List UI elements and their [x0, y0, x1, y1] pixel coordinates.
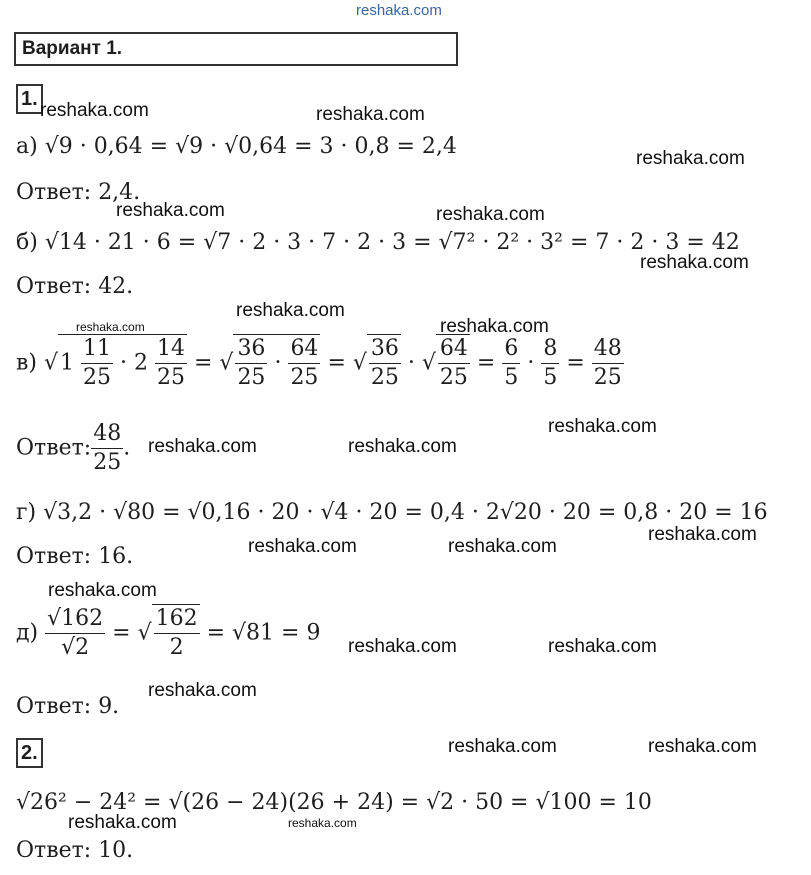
- watermark: reshaka.com: [448, 536, 557, 557]
- task1-v-expression: в) √1 $\frac{11}{25}$ · 2 $\frac{14}{25}$ = √ $\frac{36}{25}$ · $\frac{64}{25}$ = √ $\frac{36}{25}$ · √ $\frac{64}{25}$ = $\frac{6}{5}$ · $\frac{8}{5}$ = $\frac{48}{25}$: [16, 336, 622, 390]
- watermark: reshaka.com: [236, 300, 345, 321]
- fraction: $\frac{36}{25}$: [237, 336, 266, 390]
- watermark: reshaka.com: [248, 536, 357, 557]
- watermark: reshaka.com: [636, 148, 745, 169]
- variant-header: [14, 32, 458, 66]
- watermark: reshaka.com: [348, 436, 457, 457]
- task1-g-answer: Ответ: 16.: [16, 544, 134, 569]
- task-number-2: 2.: [16, 738, 43, 768]
- task1-a-expression: а) √9 · 0,64 = √9 · √0,64 = 3 · 0,8 = 2,4: [16, 134, 457, 159]
- task1-v-label: в): [16, 350, 37, 376]
- watermark: reshaka.com: [48, 580, 157, 601]
- task1-b-expression: б) √14 · 21 · 6 = √7 · 2 · 3 · 7 · 2 · 3 = √7² · 2² · 3² = 7 · 2 · 3 = 42: [16, 230, 740, 255]
- watermark: reshaka.com: [548, 636, 657, 657]
- task1-d-answer: Ответ: 9.: [16, 694, 120, 719]
- watermark: reshaka.com: [548, 416, 657, 437]
- fraction: $\frac{64}{25}$: [290, 336, 319, 390]
- watermark: reshaka.com: [648, 524, 757, 545]
- fraction: $\frac{6}{5}$: [504, 336, 519, 390]
- mixed-whole: 2: [133, 350, 148, 376]
- watermark: reshaka.com: [316, 104, 425, 125]
- task-number-1: 1.: [16, 84, 43, 114]
- fraction: $\frac{√162}{√2}$: [47, 606, 104, 660]
- fraction: $\frac{11}{25}$: [82, 336, 111, 390]
- fraction: $\frac{48}{25}$: [93, 421, 122, 475]
- fraction: $\frac{64}{25}$: [439, 336, 468, 390]
- task1-a-answer: Ответ: 2,4.: [16, 180, 141, 205]
- fraction: $\frac{162}{2}$: [155, 606, 198, 660]
- watermark: reshaka.com: [68, 812, 177, 833]
- watermark: reshaka.com: [116, 200, 225, 221]
- watermark: reshaka.com: [148, 436, 257, 457]
- watermark: reshaka.com: [440, 316, 549, 337]
- watermark-top: reshaka.com: [356, 2, 442, 19]
- watermark: reshaka.com: [448, 736, 557, 757]
- watermark: reshaka.com: [348, 636, 457, 657]
- page-title: Вариант 1.: [22, 38, 123, 59]
- fraction: $\frac{8}{5}$: [543, 336, 558, 390]
- fraction: $\frac{36}{25}$: [370, 336, 399, 390]
- task1-v-answer: Ответ: $\frac{48}{25}$ .: [16, 421, 131, 475]
- watermark: reshaka.com: [40, 100, 149, 121]
- watermark: reshaka.com: [648, 736, 757, 757]
- watermark: reshaka.com: [436, 204, 545, 225]
- task1-d-expression: д) $\frac{√162}{√2}$ = √ $\frac{162}{2}$ = √81 = 9: [16, 606, 321, 660]
- watermark: reshaka.com: [640, 252, 749, 273]
- task1-g-expression: г) √3,2 · √80 = √0,16 · 20 · √4 · 20 = 0,4 · 2√20 · 20 = 0,8 · 20 = 16: [16, 500, 768, 525]
- mixed-whole: 1: [59, 350, 74, 376]
- watermark: reshaka.com: [148, 680, 257, 701]
- fraction: $\frac{14}{25}$: [156, 336, 185, 390]
- task2-answer: Ответ: 10.: [16, 838, 134, 863]
- task2-expression: √26² − 24² = √(26 − 24)(26 + 24) = √2 · 50 = √100 = 10: [16, 790, 652, 815]
- watermark: reshaka.com: [76, 320, 145, 334]
- watermark: reshaka.com: [288, 816, 357, 830]
- task1-b-answer: Ответ: 42.: [16, 274, 134, 299]
- fraction: $\frac{48}{25}$: [593, 336, 622, 390]
